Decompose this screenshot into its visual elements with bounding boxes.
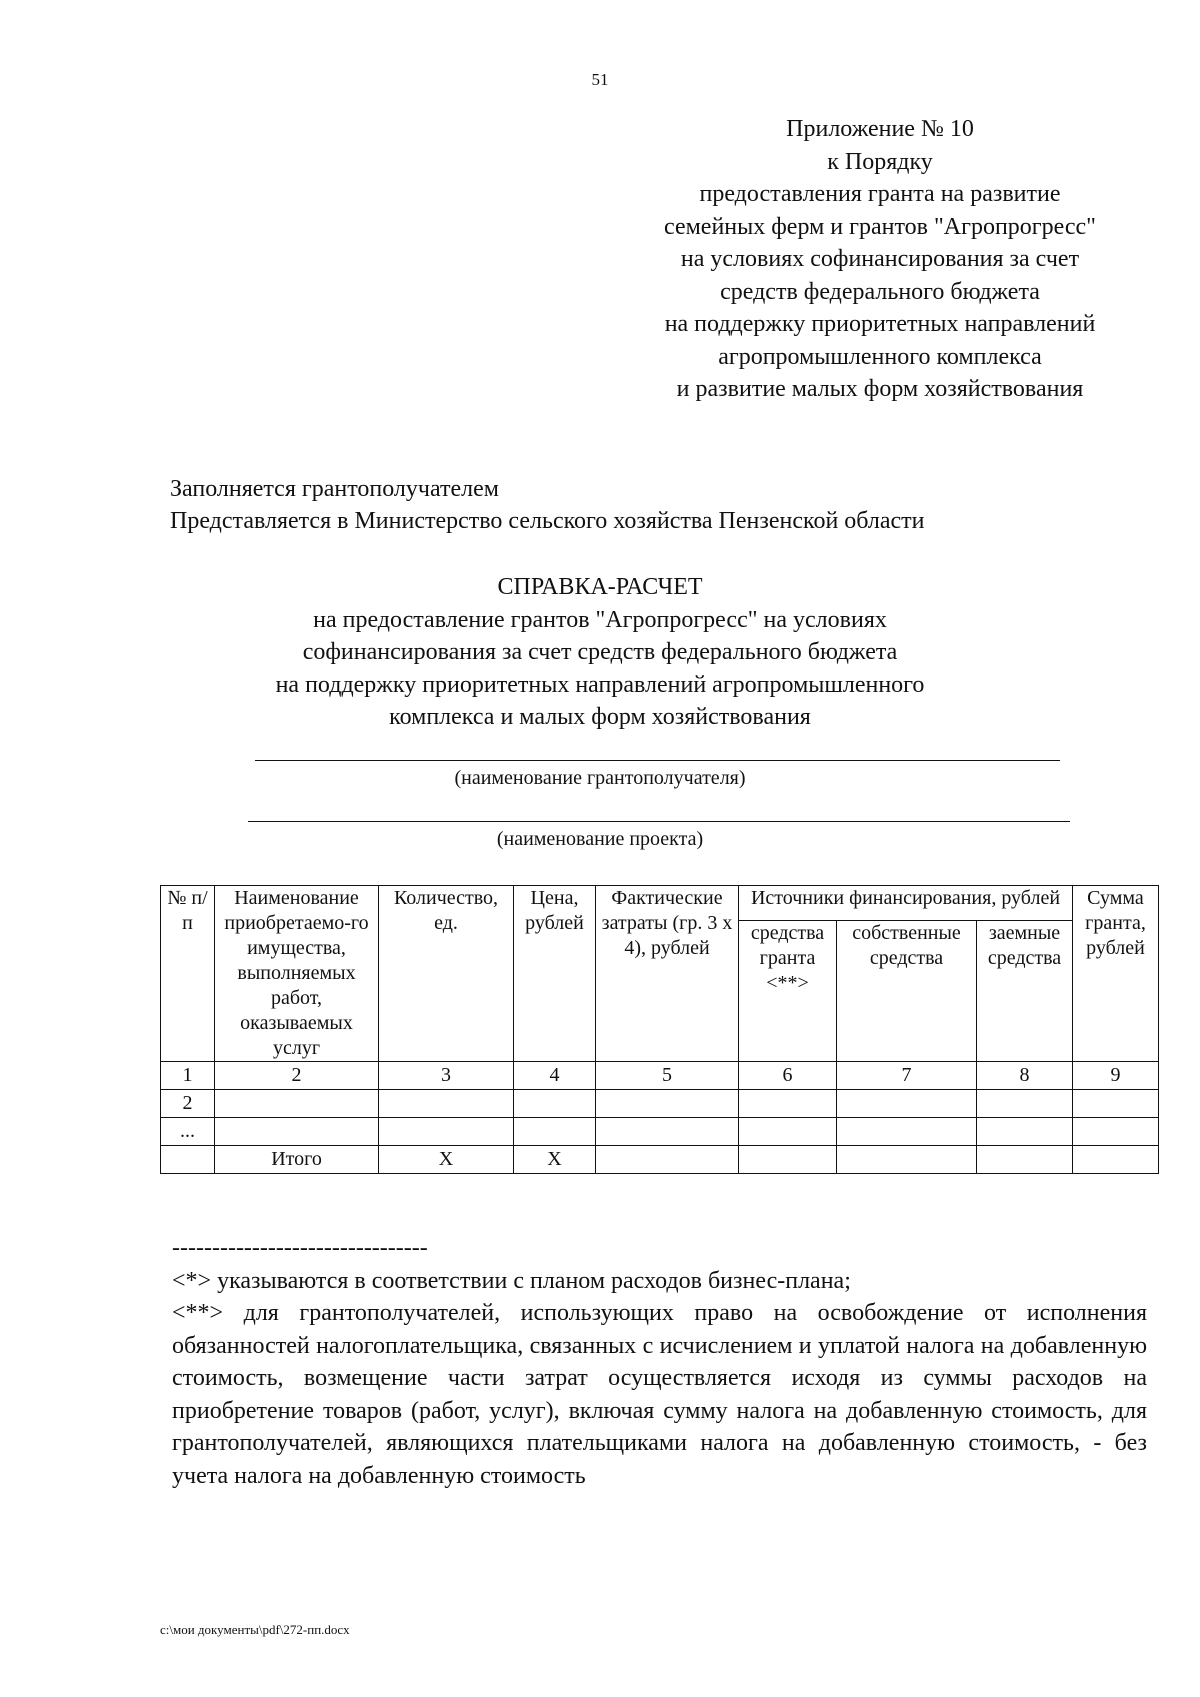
footnote-1: <*> указываются в соответствии с планом расходов бизнес-плана; <box>172 1267 851 1294</box>
footnote-2: <**> для грантополучателей, использующих право на освобождение от исполнения обязанностей налогоплательщика, связанных с исчислением и уплатой налога на добавленную стоимость, возмещение части затрат осуществляется исходя из суммы расходов на приобретение товаров (работ, услуг), включая сумму налога на добавленную стоимость, для грантополучателей, являющихся плательщиками налога на добавленную стоимость, - без учета налога на добавленную стоимость <box>172 1300 1147 1489</box>
table-cell[interactable] <box>215 1118 379 1146</box>
column-number: 4 <box>514 1062 596 1090</box>
filled-by-block <box>170 473 1170 537</box>
appendix-line: и развитие малых форм хозяйствования <box>676 376 1084 402</box>
table-cell[interactable] <box>837 1118 977 1146</box>
appendix-block <box>600 113 1160 406</box>
table-cell[interactable] <box>596 1146 739 1174</box>
title-line: на предоставление грантов "Агропрогресс" на условиях <box>313 606 887 633</box>
appendix-line: семейных ферм и грантов "Агропрогресс" <box>664 213 1096 240</box>
column-number: 9 <box>1073 1062 1159 1090</box>
appendix-line: агропромышленного комплекса <box>718 343 1042 370</box>
table-row <box>161 1118 1159 1146</box>
table-cell: 2 <box>161 1090 215 1118</box>
appendix-line: на поддержку приоритетных направлений <box>664 311 1096 337</box>
column-number-row <box>161 1062 1159 1090</box>
footnote-separator: -------------------------------- <box>172 1235 428 1261</box>
column-number: 5 <box>596 1062 739 1090</box>
table-cell <box>161 1146 215 1174</box>
header-grant-sum: Сумма гранта, рублей <box>1073 886 1159 1062</box>
appendix-line: средств федерального бюджета <box>720 278 1040 305</box>
table-cell[interactable] <box>739 1146 837 1174</box>
calculation-table <box>160 885 1159 1174</box>
table-row <box>161 1090 1159 1118</box>
title-line: софинансирования за счет средств федерального бюджета <box>302 639 898 665</box>
table-cell[interactable] <box>739 1118 837 1146</box>
grantee-name-blank[interactable] <box>255 760 1060 761</box>
title-heading: СПРАВКА-РАСЧЕТ <box>497 574 703 600</box>
title-line: на поддержку приоритетных направлений агропромышленного <box>275 671 925 698</box>
page-number: 51 <box>591 70 609 89</box>
column-number: 1 <box>161 1062 215 1090</box>
appendix-line: предоставления гранта на развитие <box>699 181 1061 207</box>
total-label: Итого <box>215 1146 379 1174</box>
project-name-blank[interactable] <box>248 821 1070 822</box>
header-own-funds: собственные средства <box>837 921 977 1062</box>
header-borrowed-funds: заемные средства <box>977 921 1073 1062</box>
footnotes <box>172 1232 1147 1492</box>
table-cell[interactable] <box>596 1118 739 1146</box>
header-actual-costs: Фактические затраты (гр. 3 x 4), рублей <box>596 886 739 1062</box>
title-line: комплекса и малых форм хозяйствования <box>389 704 811 730</box>
table-cell[interactable] <box>739 1090 837 1118</box>
grantee-name-caption: (наименование грантополучателя) <box>454 767 746 789</box>
document-title <box>0 571 1200 734</box>
header-quantity: Количество, ед. <box>379 886 514 1062</box>
table-cell[interactable] <box>596 1090 739 1118</box>
column-number: 6 <box>739 1062 837 1090</box>
table-cell[interactable] <box>1073 1118 1159 1146</box>
appendix-line: к Порядку <box>827 148 933 175</box>
header-funding-sources: Источники финансирования, рублей <box>739 886 1073 921</box>
file-path: c:\мои документы\pdf\272-пп.docx <box>160 1622 350 1637</box>
column-number: 3 <box>379 1062 514 1090</box>
appendix-line: Приложение № 10 <box>786 116 974 142</box>
project-name-caption: (наименование проекта) <box>496 828 704 850</box>
column-number: 2 <box>215 1062 379 1090</box>
table-total-row <box>161 1146 1159 1174</box>
table-cell[interactable] <box>977 1090 1073 1118</box>
column-number: 8 <box>977 1062 1073 1090</box>
table-cell[interactable] <box>215 1090 379 1118</box>
submitted-to-line: Представляется в Министерство сельского хозяйства Пензенской области <box>170 508 925 534</box>
filled-by-line: Заполняется грантополучателем <box>170 476 499 502</box>
table-cell[interactable] <box>837 1146 977 1174</box>
table-cell[interactable] <box>977 1146 1073 1174</box>
total-price-x: X <box>514 1146 596 1174</box>
table-cell: ... <box>161 1118 215 1146</box>
table-cell[interactable] <box>514 1118 596 1146</box>
table-cell[interactable] <box>379 1090 514 1118</box>
header-price: Цена, рублей <box>514 886 596 1062</box>
header-grant-funds: средства гранта <**> <box>739 921 837 1062</box>
total-quantity-x: X <box>379 1146 514 1174</box>
appendix-line: на условиях софинансирования за счет <box>680 246 1080 272</box>
table-cell[interactable] <box>379 1118 514 1146</box>
column-number: 7 <box>837 1062 977 1090</box>
header-num: № п/п <box>161 886 215 1062</box>
table-cell[interactable] <box>837 1090 977 1118</box>
table-cell[interactable] <box>1073 1090 1159 1118</box>
table-cell[interactable] <box>514 1090 596 1118</box>
header-item-name: Наименование приобретаемо-го имущества, выполняемых работ, оказываемых услуг <box>215 886 379 1062</box>
table-cell[interactable] <box>977 1118 1073 1146</box>
table-cell[interactable] <box>1073 1146 1159 1174</box>
